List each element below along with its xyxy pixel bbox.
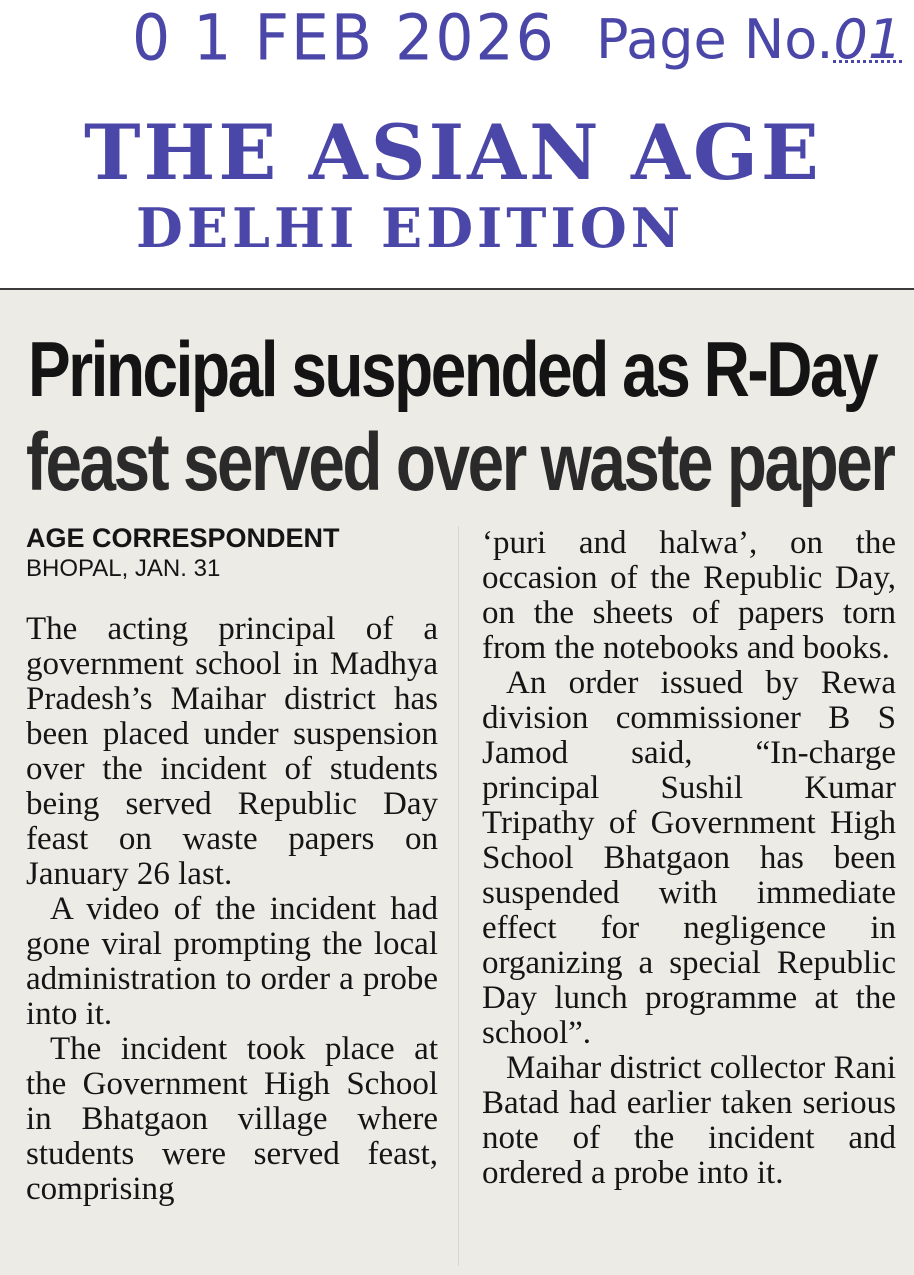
news-clipping bbox=[0, 288, 914, 1275]
article-column-left bbox=[26, 522, 438, 1207]
newspaper-stamp bbox=[0, 0, 914, 288]
paragraph-4: An order issued by Rewa division commissioner B S Jamod said, “In-charge principal Sushil Kumar Tripathy of Government High School Bhatgaon has been suspended with immediate effect for negligence in organizing a special Republic Day lunch programme at the school”. bbox=[482, 665, 896, 1051]
stamp-page-value: 01 bbox=[833, 8, 903, 71]
article-column-right bbox=[482, 526, 896, 1191]
paragraph-3: The incident took place at the Government High School in Bhatgaon village where students were served feast, comprising bbox=[26, 1031, 438, 1207]
stamp-page-label: Page No. bbox=[596, 8, 834, 71]
byline: AGE CORRESPONDENT bbox=[26, 523, 340, 553]
stamp-date: 0 1 FEB 2026 bbox=[132, 2, 556, 76]
paragraph-1: The acting principal of a government school in Madhya Pradesh’s Maihar district has been placed under suspension over the incident of students being served Republic Day feast on waste papers on January 26 last. bbox=[26, 611, 438, 892]
stamp-edition: DELHI EDITION bbox=[136, 196, 685, 260]
paragraph-2: A video of the incident had gone viral prompting the local administration to order a probe into it. bbox=[26, 891, 438, 1032]
stamp-page-number bbox=[596, 8, 902, 71]
paragraph-3-continued: ‘puri and halwa’, on the occasion of the Republic Day, on the sheets of papers torn from the notebooks and books. bbox=[482, 525, 896, 666]
dateline: BHOPAL, JAN. 31 bbox=[26, 555, 221, 582]
column-divider bbox=[458, 526, 459, 1266]
stamp-paper-name: THE ASIAN AGE bbox=[84, 108, 822, 197]
headline-line-2: feast served over waste paper bbox=[26, 417, 894, 508]
headline-line-1: Principal suspended as R-Day bbox=[28, 325, 877, 413]
paragraph-5: Maihar district collector Rani Batad had earlier taken serious note of the incident and ordered a probe into it. bbox=[482, 1050, 896, 1191]
